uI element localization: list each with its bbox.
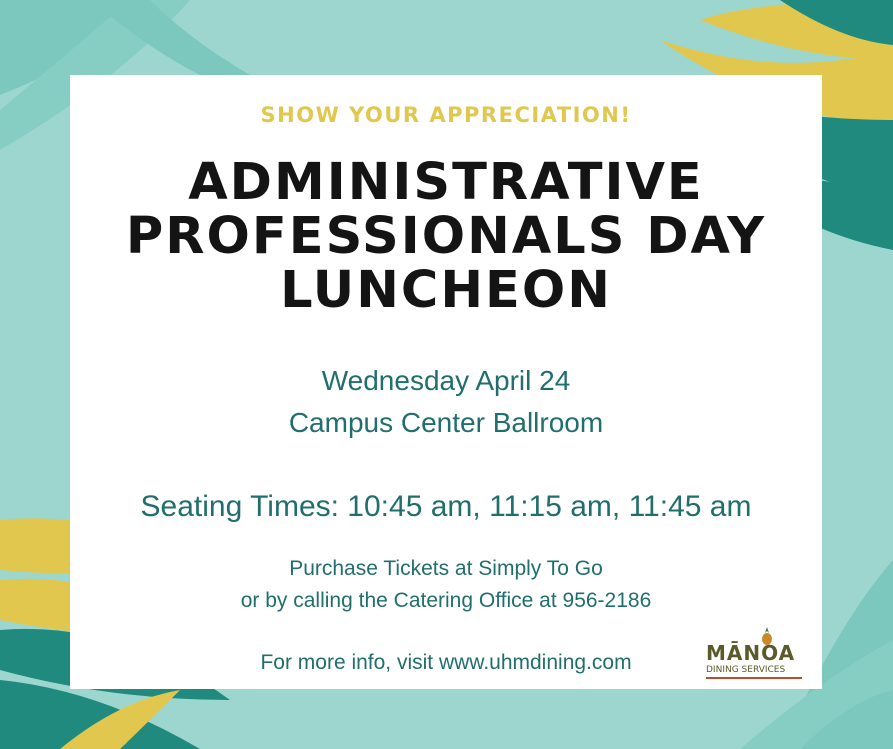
seating-times: Seating Times: 10:45 am, 11:15 am, 11:45 am (140, 490, 752, 523)
manoa-dining-logo (706, 627, 806, 685)
logo-subtitle: DINING SERVICES (706, 665, 786, 675)
event-title-line-2: PROFESSIONALS DAY (125, 207, 767, 266)
event-title-line-1: ADMINISTRATIVE (188, 153, 704, 212)
purchase-info-line-2: or by calling the Catering Office at 956-2186 (240, 589, 652, 612)
event-title-line-3: LUNCHEON (280, 261, 612, 320)
logo-underline (706, 677, 802, 679)
flyer-card (70, 75, 822, 689)
tagline: SHOW YOUR APPRECIATION! (260, 103, 632, 127)
more-info: For more info, visit www.uhmdining.com (260, 651, 632, 674)
logo-name: MĀNOA (706, 641, 796, 665)
event-date: Wednesday April 24 (321, 365, 571, 396)
event-venue: Campus Center Ballroom (288, 407, 604, 438)
purchase-info-line-1: Purchase Tickets at Simply To Go (289, 557, 603, 580)
